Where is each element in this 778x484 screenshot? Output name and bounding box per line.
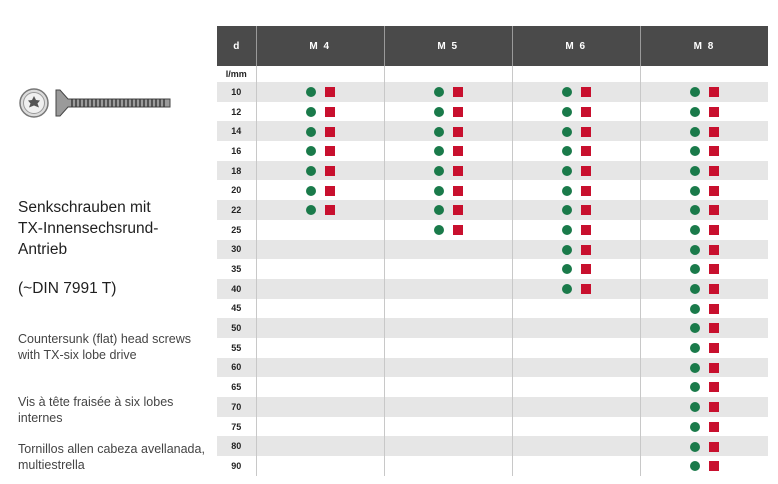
green-dot-icon [562, 245, 572, 255]
red-square-icon [453, 186, 463, 196]
red-square-icon [709, 127, 719, 137]
availability-marker [690, 442, 719, 452]
availability-cell [384, 436, 512, 456]
availability-cell [512, 180, 640, 200]
table-row [217, 180, 768, 200]
availability-marker [690, 186, 719, 196]
green-dot-icon [690, 422, 700, 432]
length-value: 12 [231, 106, 242, 117]
availability-marker [690, 363, 719, 373]
availability-marker [434, 87, 463, 97]
green-dot-icon [690, 382, 700, 392]
green-dot-icon [434, 225, 444, 235]
red-square-icon [453, 205, 463, 215]
length-value: 30 [217, 240, 256, 260]
red-square-icon [581, 264, 591, 274]
red-square-icon [709, 363, 719, 373]
availability-cell [640, 180, 768, 200]
availability-cell [256, 102, 384, 122]
green-dot-icon [434, 166, 444, 176]
table-row [217, 279, 768, 299]
availability-cell [384, 377, 512, 397]
red-square-icon [709, 225, 719, 235]
red-square-icon [581, 166, 591, 176]
availability-table [217, 26, 768, 476]
red-square-icon [709, 146, 719, 156]
availability-cell [384, 259, 512, 279]
availability-cell [640, 200, 768, 220]
length-value: 55 [231, 342, 242, 353]
red-square-icon [325, 87, 335, 97]
availability-marker [562, 87, 591, 97]
availability-cell [512, 397, 640, 417]
green-dot-icon [562, 146, 572, 156]
red-square-icon [709, 304, 719, 314]
availability-cell [512, 299, 640, 319]
green-dot-icon [434, 146, 444, 156]
availability-cell [640, 279, 768, 299]
availability-cell [384, 220, 512, 240]
availability-marker [306, 186, 335, 196]
green-dot-icon [306, 146, 316, 156]
product-info-panel [0, 0, 215, 484]
table-row [217, 141, 768, 161]
availability-cell [384, 358, 512, 378]
green-dot-icon [690, 323, 700, 333]
red-square-icon [453, 166, 463, 176]
availability-marker [562, 225, 591, 235]
availability-cell [640, 220, 768, 240]
availability-cell [512, 259, 640, 279]
availability-cell [256, 456, 384, 476]
table-header-row [217, 26, 768, 66]
availability-marker [690, 245, 719, 255]
length-unit-label: l/mm [217, 66, 256, 82]
availability-cell [640, 358, 768, 378]
availability-cell [256, 259, 384, 279]
availability-cell [384, 456, 512, 476]
availability-cell [640, 102, 768, 122]
availability-marker [306, 127, 335, 137]
green-dot-icon [562, 166, 572, 176]
table-row [217, 259, 768, 279]
availability-marker [690, 146, 719, 156]
availability-marker [434, 166, 463, 176]
green-dot-icon [562, 87, 572, 97]
availability-marker [562, 107, 591, 117]
red-square-icon [581, 205, 591, 215]
availability-cell [256, 180, 384, 200]
availability-cell [512, 358, 640, 378]
red-square-icon [453, 146, 463, 156]
availability-cell [384, 161, 512, 181]
availability-cell [384, 279, 512, 299]
table-row [217, 456, 768, 476]
availability-cell [256, 338, 384, 358]
availability-cell [256, 240, 384, 260]
availability-cell [512, 338, 640, 358]
red-square-icon [709, 87, 719, 97]
green-dot-icon [434, 107, 444, 117]
green-dot-icon [690, 284, 700, 294]
product-title-line: TX-Innensechsrund- [18, 220, 159, 237]
availability-marker [690, 127, 719, 137]
diameter-header: d [217, 26, 256, 66]
column-header: M 5 [384, 26, 512, 66]
availability-cell [256, 121, 384, 141]
table-row [217, 161, 768, 181]
length-value: 18 [217, 161, 256, 181]
red-square-icon [581, 87, 591, 97]
red-square-icon [581, 127, 591, 137]
availability-marker [434, 186, 463, 196]
green-dot-icon [306, 127, 316, 137]
red-square-icon [709, 205, 719, 215]
availability-marker [690, 87, 719, 97]
column-header: M 6 [512, 26, 640, 66]
availability-cell [384, 318, 512, 338]
availability-marker [562, 166, 591, 176]
red-square-icon [453, 87, 463, 97]
table-row [217, 318, 768, 338]
green-dot-icon [306, 166, 316, 176]
table-body [217, 66, 768, 476]
length-value: 40 [217, 279, 256, 299]
availability-marker [434, 107, 463, 117]
availability-marker [562, 127, 591, 137]
green-dot-icon [690, 363, 700, 373]
red-square-icon [709, 323, 719, 333]
availability-cell [640, 240, 768, 260]
availability-cell [512, 456, 640, 476]
availability-cell [640, 299, 768, 319]
red-square-icon [325, 205, 335, 215]
red-square-icon [453, 127, 463, 137]
table-row [217, 299, 768, 319]
red-square-icon [581, 186, 591, 196]
availability-cell [512, 436, 640, 456]
availability-cell [256, 279, 384, 299]
red-square-icon [709, 343, 719, 353]
description-english: Countersunk (flat) head screws with TX-six lobe drive [18, 332, 191, 362]
red-square-icon [709, 402, 719, 412]
red-square-icon [453, 225, 463, 235]
green-dot-icon [690, 107, 700, 117]
availability-marker [562, 205, 591, 215]
availability-marker [434, 225, 463, 235]
product-title-line: Antrieb [18, 241, 68, 258]
length-value: 25 [231, 224, 242, 235]
availability-cell [512, 240, 640, 260]
length-value: 90 [231, 460, 242, 471]
availability-marker [690, 205, 719, 215]
table-row [217, 240, 768, 260]
description-spanish: Tornillos allen cabeza avellanada, multiestrella [18, 442, 205, 472]
green-dot-icon [690, 146, 700, 156]
availability-marker [690, 402, 719, 412]
availability-cell [384, 82, 512, 102]
availability-cell [512, 200, 640, 220]
red-square-icon [325, 146, 335, 156]
availability-cell [512, 279, 640, 299]
availability-cell [256, 220, 384, 240]
length-value: 35 [231, 264, 242, 275]
availability-cell [640, 161, 768, 181]
green-dot-icon [306, 87, 316, 97]
red-square-icon [709, 422, 719, 432]
availability-cell [640, 82, 768, 102]
availability-marker [690, 107, 719, 117]
length-value: 20 [231, 185, 242, 196]
length-value: 80 [217, 436, 256, 456]
description-french: Vis à tête fraisée à six lobes internes [18, 395, 174, 425]
green-dot-icon [562, 225, 572, 235]
table-row [217, 82, 768, 102]
green-dot-icon [306, 107, 316, 117]
availability-cell [512, 141, 640, 161]
green-dot-icon [690, 264, 700, 274]
table-row [217, 377, 768, 397]
availability-cell [512, 82, 640, 102]
green-dot-icon [690, 87, 700, 97]
green-dot-icon [690, 304, 700, 314]
availability-cell [256, 141, 384, 161]
table-row [217, 102, 768, 122]
length-value: 65 [231, 382, 242, 393]
availability-cell [384, 200, 512, 220]
green-dot-icon [690, 186, 700, 196]
availability-cell [384, 102, 512, 122]
availability-cell [640, 121, 768, 141]
availability-cell [640, 436, 768, 456]
availability-cell [256, 299, 384, 319]
availability-cell [384, 397, 512, 417]
availability-marker [690, 323, 719, 333]
availability-cell [512, 220, 640, 240]
length-value: 45 [231, 303, 242, 314]
availability-marker [690, 284, 719, 294]
red-square-icon [709, 186, 719, 196]
availability-cell [512, 417, 640, 437]
red-square-icon [709, 284, 719, 294]
length-value: 10 [217, 82, 256, 102]
red-square-icon [709, 461, 719, 471]
availability-cell [384, 141, 512, 161]
red-square-icon [709, 166, 719, 176]
red-square-icon [325, 127, 335, 137]
green-dot-icon [306, 186, 316, 196]
countersunk-screw-icon [18, 86, 173, 120]
green-dot-icon [690, 343, 700, 353]
availability-marker [690, 166, 719, 176]
availability-cell [640, 259, 768, 279]
green-dot-icon [690, 225, 700, 235]
availability-marker [562, 245, 591, 255]
red-square-icon [325, 107, 335, 117]
availability-cell [512, 161, 640, 181]
red-square-icon [325, 186, 335, 196]
table-row [217, 417, 768, 437]
availability-marker [690, 304, 719, 314]
availability-marker [562, 186, 591, 196]
availability-cell [256, 358, 384, 378]
availability-cell [384, 417, 512, 437]
table-row [217, 121, 768, 141]
availability-marker [434, 127, 463, 137]
table-row [217, 397, 768, 417]
availability-marker [690, 343, 719, 353]
green-dot-icon [434, 87, 444, 97]
green-dot-icon [562, 205, 572, 215]
availability-cell [640, 318, 768, 338]
availability-marker [562, 284, 591, 294]
availability-cell [512, 377, 640, 397]
column-header: M 8 [640, 26, 768, 66]
availability-marker [306, 166, 335, 176]
length-value: 70 [217, 397, 256, 417]
availability-cell [384, 299, 512, 319]
availability-cell [256, 161, 384, 181]
din-standard: (~DIN 7991 T) [18, 280, 117, 297]
length-value: 16 [231, 145, 242, 156]
green-dot-icon [562, 107, 572, 117]
green-dot-icon [306, 205, 316, 215]
availability-cell [256, 417, 384, 437]
availability-cell [640, 397, 768, 417]
red-square-icon [581, 146, 591, 156]
availability-cell [640, 417, 768, 437]
availability-marker [306, 107, 335, 117]
red-square-icon [581, 107, 591, 117]
length-value: 60 [217, 358, 256, 378]
green-dot-icon [562, 284, 572, 294]
table-row [217, 436, 768, 456]
green-dot-icon [690, 402, 700, 412]
green-dot-icon [562, 186, 572, 196]
red-square-icon [581, 225, 591, 235]
red-square-icon [581, 245, 591, 255]
green-dot-icon [690, 127, 700, 137]
red-square-icon [325, 166, 335, 176]
availability-cell [512, 318, 640, 338]
table-row [217, 220, 768, 240]
green-dot-icon [690, 245, 700, 255]
availability-cell [256, 82, 384, 102]
availability-cell [640, 377, 768, 397]
length-value: 14 [217, 121, 256, 141]
availability-cell [384, 121, 512, 141]
product-title-line: Senkschrauben mit [18, 199, 151, 216]
red-square-icon [709, 382, 719, 392]
green-dot-icon [434, 186, 444, 196]
red-square-icon [581, 284, 591, 294]
availability-cell [256, 200, 384, 220]
red-square-icon [709, 245, 719, 255]
availability-cell [256, 318, 384, 338]
table-row [217, 200, 768, 220]
length-value: 75 [231, 421, 242, 432]
product-title [18, 197, 208, 260]
availability-marker [434, 146, 463, 156]
length-label-row [217, 66, 768, 82]
column-header: M 4 [256, 26, 384, 66]
table-row [217, 338, 768, 358]
green-dot-icon [690, 461, 700, 471]
availability-cell [256, 436, 384, 456]
availability-marker [434, 205, 463, 215]
red-square-icon [709, 442, 719, 452]
green-dot-icon [690, 166, 700, 176]
red-square-icon [709, 264, 719, 274]
availability-marker [306, 87, 335, 97]
availability-marker [690, 382, 719, 392]
availability-marker [690, 225, 719, 235]
availability-cell [384, 240, 512, 260]
availability-cell [256, 377, 384, 397]
availability-marker [690, 422, 719, 432]
length-value: 50 [217, 318, 256, 338]
availability-cell [640, 456, 768, 476]
availability-cell [512, 121, 640, 141]
red-square-icon [453, 107, 463, 117]
availability-marker [690, 264, 719, 274]
availability-marker [562, 264, 591, 274]
green-dot-icon [690, 442, 700, 452]
green-dot-icon [434, 205, 444, 215]
table-row [217, 358, 768, 378]
availability-marker [690, 461, 719, 471]
availability-marker [306, 146, 335, 156]
availability-marker [562, 146, 591, 156]
availability-cell [640, 141, 768, 161]
green-dot-icon [434, 127, 444, 137]
green-dot-icon [690, 205, 700, 215]
green-dot-icon [562, 264, 572, 274]
length-value: 22 [217, 200, 256, 220]
availability-cell [384, 338, 512, 358]
availability-cell [384, 180, 512, 200]
availability-marker [306, 205, 335, 215]
availability-cell [256, 397, 384, 417]
green-dot-icon [562, 127, 572, 137]
red-square-icon [709, 107, 719, 117]
availability-cell [512, 102, 640, 122]
availability-cell [640, 338, 768, 358]
